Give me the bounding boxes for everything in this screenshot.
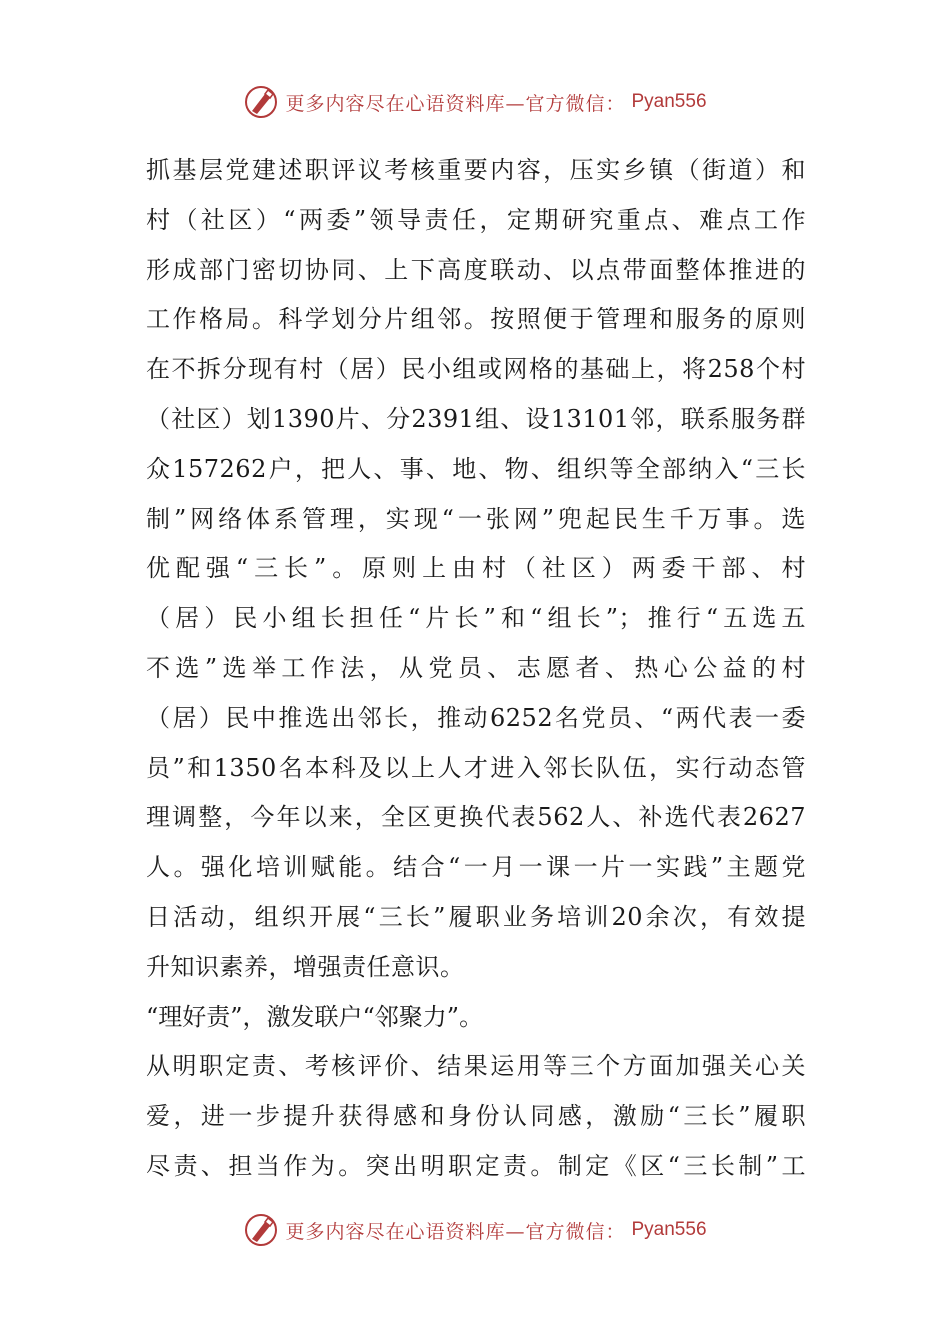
pen-nib-logo-icon [243, 84, 279, 120]
text-line: 抓基层党建述职评议考核重要内容，压实乡镇（街道）和 [146, 156, 806, 184]
text-line: 优配强“三长”。原则上由村（社区）两委干部、村 [146, 554, 806, 583]
text-line: 不选”选举工作法，从党员、志愿者、热心公益的村 [146, 653, 806, 682]
text-line: （居）民小组长担任“片长”和“组长”；推行“五选五 [146, 604, 806, 633]
text-line: 人。强化培训赋能。结合“一月一课一片一实践”主题党 [146, 853, 806, 882]
text-line: 工作格局。科学划分片组邻。按照便于管理和服务的原则 [146, 305, 806, 334]
text-line: 升知识素养，增强责任意识。 [146, 952, 465, 981]
document-body [146, 146, 806, 1192]
text-line: 众157262户，把人、事、地、物、组织等全部纳入“三长 [146, 454, 806, 483]
header-banner [0, 82, 950, 122]
text-line: 理调整，今年以来，全区更换代表562人、补选代表2627 [146, 803, 806, 832]
footer-banner [0, 1210, 950, 1250]
text-line: 村（社区）“两委”领导责任，定期研究重点、难点工作 [146, 205, 806, 234]
paragraph-block-2 [146, 1042, 806, 1191]
pen-nib-logo-icon [243, 1212, 279, 1248]
banner-text: 更多内容尽在心语资料库—官方微信： [285, 92, 626, 115]
banner-wechat-id: Pyan556 [631, 1219, 707, 1240]
banner-wechat-id: Pyan556 [631, 91, 707, 112]
section-heading: “理好责”，激发联户“邻聚力”。 [146, 1002, 484, 1031]
paragraph-block-1 [146, 146, 806, 993]
text-line: 从明职定责、考核评价、结果运用等三个方面加强关心关 [146, 1052, 806, 1081]
text-line: 制”网络体系管理，实现“一张网”兜起民生千万事。选 [146, 504, 806, 533]
text-line: （居）民中推选出邻长，推动6252名党员、“两代表一委 [146, 703, 806, 732]
text-line: 在不拆分现有村（居）民小组或网格的基础上，将258个村 [146, 355, 806, 384]
text-line: （社区）划1390片、分2391组、设13101邻，联系服务群 [146, 404, 806, 433]
text-line: 日活动，组织开展“三长”履职业务培训20余次，有效提 [146, 902, 806, 931]
text-line: 形成部门密切协同、上下高度联动、以点带面整体推进的 [146, 255, 806, 284]
text-line: 员”和1350名本科及以上人才进入邻长队伍，实行动态管 [146, 753, 806, 782]
text-line: 尽责、担当作为。突出明职定责。制定《区“三长制”工 [146, 1151, 806, 1180]
banner-text: 更多内容尽在心语资料库—官方微信： [285, 1220, 626, 1243]
text-line: 爱，进一步提升获得感和身份认同感，激励“三长”履职 [146, 1102, 806, 1131]
